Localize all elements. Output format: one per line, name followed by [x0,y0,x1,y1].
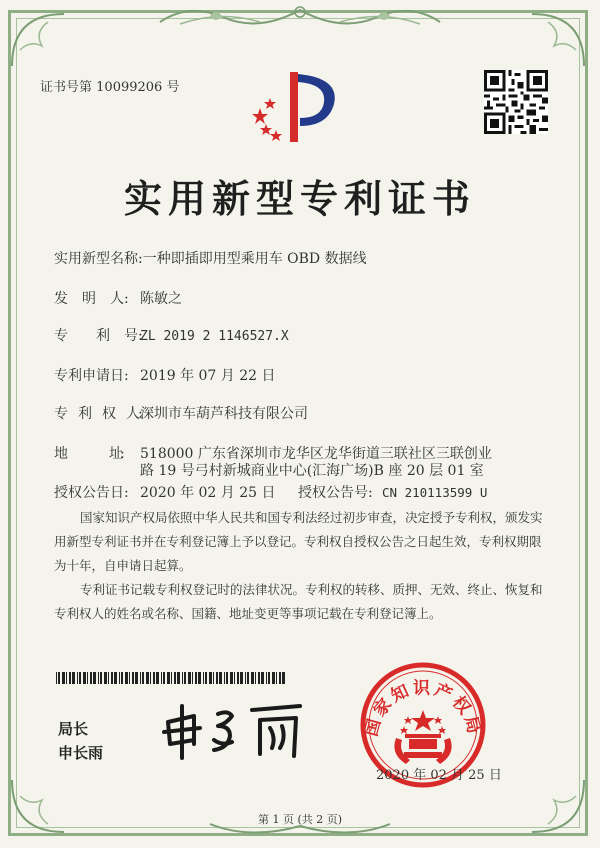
field-patent-number [54,325,289,345]
cnipa-logo-icon [246,68,346,148]
field-label: 专 利 号: [54,328,143,344]
top-ornament [150,2,450,30]
legal-status-note: 专利证书记载专利权登记时的法律状况。专利权的转移、质押、无效、终止、恢复和专利权人的姓名或名称、国籍、地址变更等事项记载在专利登记簿上。 [54,582,543,621]
field-patentee [54,403,308,423]
field-address-line2: 路 19 号弓村新城商业中心(汇海广场)B 座 20 层 01 室 [140,463,484,479]
field-label: 专利申请日: [54,368,129,384]
corner-ornament-bottom-left [8,776,68,836]
field-announcement-number [298,482,487,502]
field-value: 深圳市车葫芦科技有限公司 [140,406,308,422]
qr-code-icon [484,70,548,134]
field-label: 发 明 人: [54,291,129,307]
certificate-number: 证书号第 10099206 号 [40,80,180,95]
field-label: 实用新型名称: [54,251,143,267]
field-value: 518000 广东省深圳市龙华区龙华街道三联社区三联创业 [140,446,492,462]
field-announcement-date [54,482,276,502]
field-value: 一种即插即用型乘用车 OBD 数据线 [142,251,367,267]
seal-text: 国家知识产权局 [361,678,485,739]
field-value: ZL 2019 2 1146527.X [140,329,289,344]
field-value: 2019 年 07 月 22 日 [140,368,276,384]
page-number: 第 1 页 (共 2 页) [257,813,343,826]
svg-text:国家知识产权局 [362,679,485,739]
field-value: CN 210113599 U [382,485,488,500]
corner-ornament-top-right [528,10,588,70]
field-value: 2020 年 02 月 25 日 [140,485,276,501]
seal-date: 2020 年 02 月 25 日 [376,768,502,783]
signer-name: 申长雨 [58,744,104,762]
barcode-icon [56,672,286,684]
corner-ornament-top-left [8,10,68,70]
signer-title: 局长 [58,720,89,738]
certificate-title: 实用新型专利证书 [123,176,476,221]
corner-ornament-bottom-right [528,776,588,836]
field-inventor [54,288,182,308]
grant-statement: 国家知识产权局依照中华人民共和国专利法经过初步审查，决定授予专利权，颁发实用新型专利证书并在专利登记簿上予以登记。专利权自授权公告之日起生效，专利权期限为十年，自申请日起算。 [54,510,543,573]
field-label: 专 利 权 人: [54,406,141,422]
field-label: 授权公告日: [54,485,129,501]
field-label: 地 址: [54,446,122,462]
field-filing-date [54,365,276,385]
field-value: 陈敏之 [140,291,182,307]
field-utility-model-name [54,248,367,268]
handwritten-signature-icon [160,700,310,762]
field-label: 授权公告号: [298,485,373,501]
